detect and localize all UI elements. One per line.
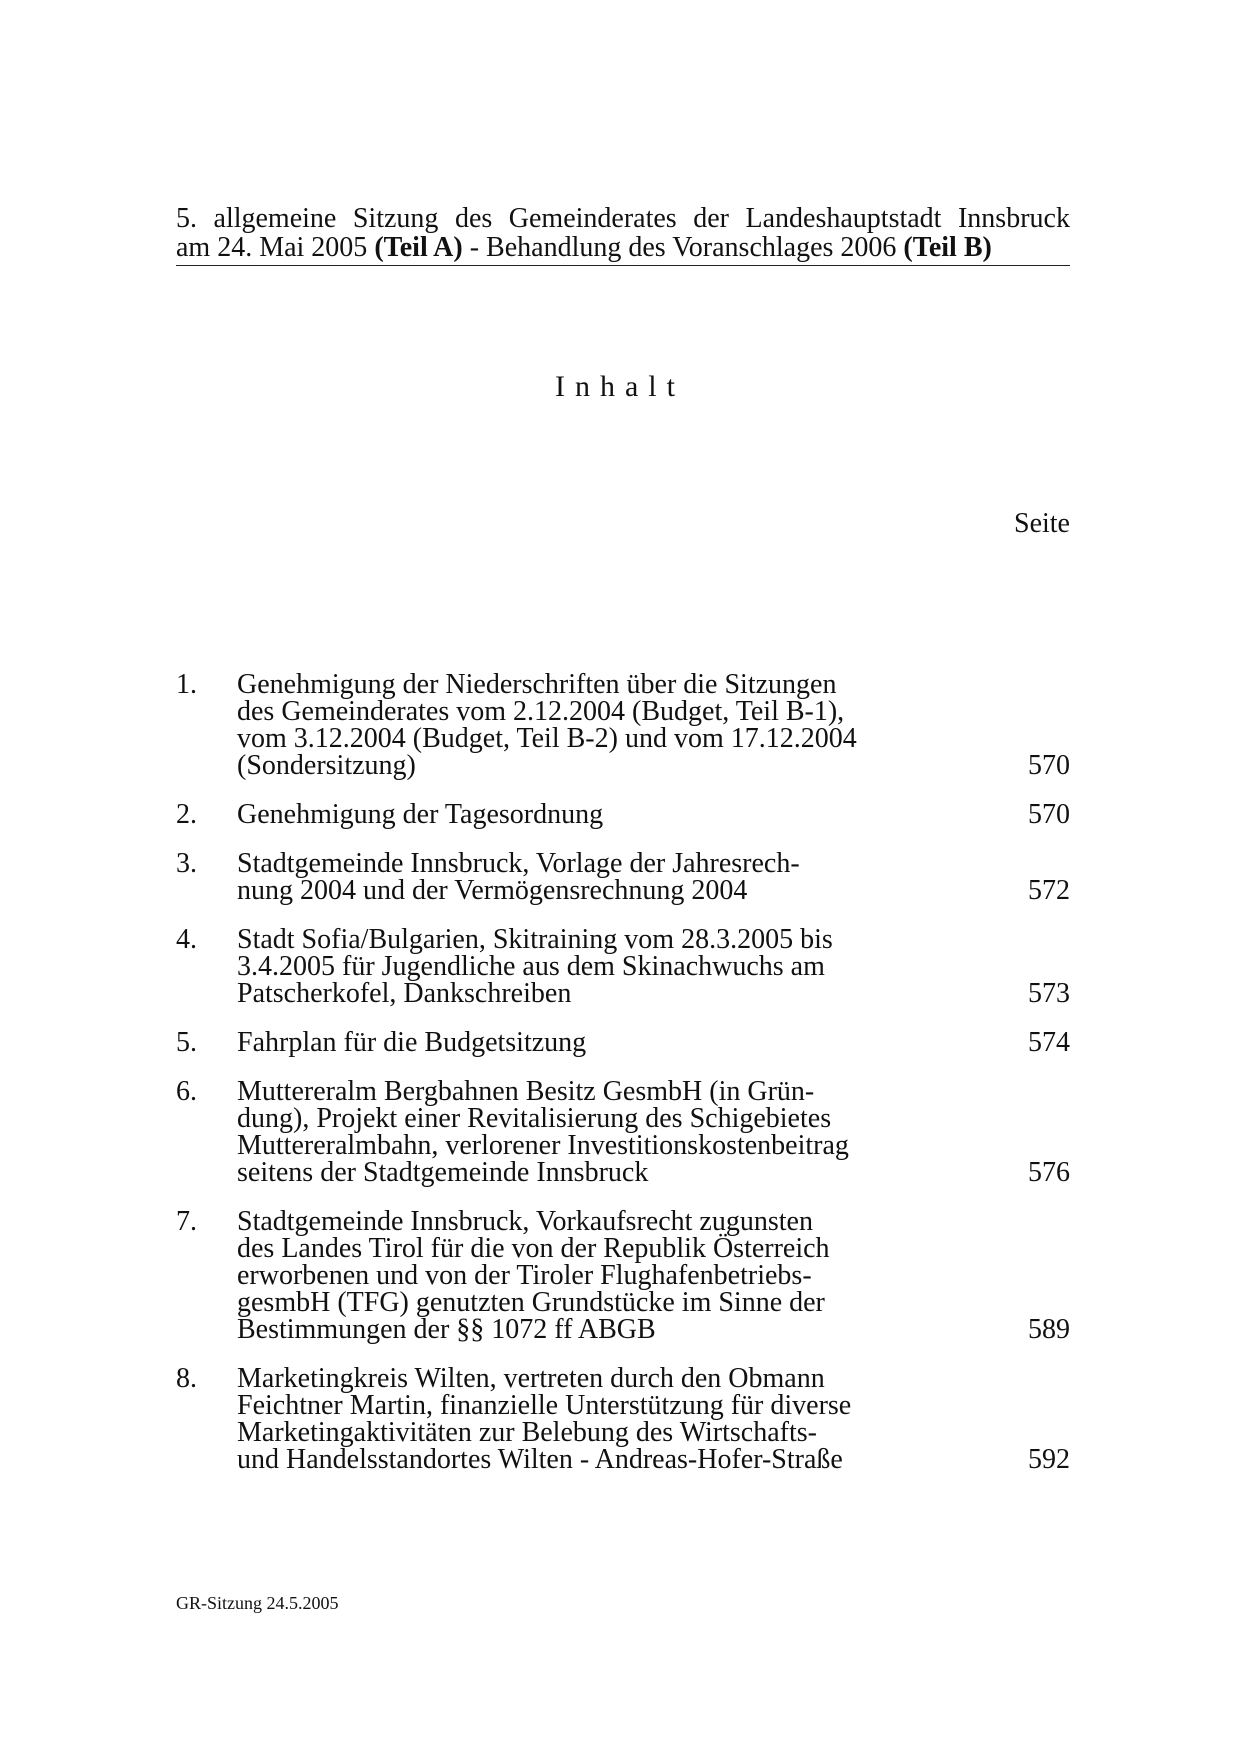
toc-entry-line: Feichtner Martin, finanzielle Unterstützung für diverse xyxy=(237,1390,852,1421)
header-word: Gemeinderates xyxy=(508,203,677,234)
toc-entry xyxy=(176,1208,1070,1343)
toc-entry-line: erworbenen und von der Tiroler Flughafenbetriebs- xyxy=(237,1260,812,1291)
toc-entry-line: Fahrplan für die Budgetsitzung xyxy=(237,1027,587,1058)
header-line-1 xyxy=(176,204,1070,233)
toc-entry-title xyxy=(237,1078,990,1186)
header-part-a: (Teil A) xyxy=(374,232,463,263)
toc-entry xyxy=(176,1029,1070,1056)
toc-entry-page-number: 570 xyxy=(1028,799,1070,830)
toc-entry-line: Muttereralm Bergbahnen Besitz GesmbH (in Grün- xyxy=(237,1076,815,1107)
header-word: Sitzung xyxy=(352,203,439,234)
document-header xyxy=(176,204,1070,266)
toc-entry xyxy=(176,926,1070,1007)
toc-entry-page-number: 574 xyxy=(1028,1027,1070,1058)
toc-entry-line: Stadtgemeinde Innsbruck, Vorkaufsrecht zugunsten xyxy=(237,1206,813,1237)
toc-entry-number: 5. xyxy=(176,1027,197,1058)
toc-entry-title xyxy=(237,850,990,904)
header-word: 5. xyxy=(176,203,197,234)
toc-entry-number: 2. xyxy=(176,799,197,830)
toc-entry-line: gesmbH (TFG) genutzten Grundstücke im Sinne der xyxy=(237,1287,825,1318)
header-date-text: am 24. Mai 2005 xyxy=(176,232,375,263)
toc-entry-title xyxy=(237,1208,990,1343)
toc-entry-number: 4. xyxy=(176,924,197,955)
toc-entry-number: 8. xyxy=(176,1363,197,1394)
toc-entry-line: Marketingaktivitäten zur Belebung des Wirtschafts- xyxy=(237,1417,817,1448)
toc-entry-page-number: 572 xyxy=(1028,875,1070,906)
toc-entry-line: dung), Projekt einer Revitalisierung des Schigebietes xyxy=(237,1103,832,1134)
header-word: des xyxy=(454,203,493,234)
toc-entry-page-number: 592 xyxy=(1028,1444,1070,1475)
toc-entry-line: (Sondersitzung) xyxy=(237,750,416,781)
toc-entry-number: 1. xyxy=(176,669,197,700)
toc-entry xyxy=(176,671,1070,779)
toc-entry-line: Bestimmungen der §§ 1072 ff ABGB xyxy=(237,1314,656,1345)
page-footer: GR-Sitzung 24.5.2005 xyxy=(176,1593,339,1613)
header-word: allgemeine xyxy=(213,203,337,234)
toc-entry-line: des Gemeinderates vom 2.12.2004 (Budget, Teil B-1), xyxy=(237,696,845,727)
toc-entry-line: Stadt Sofia/Bulgarien, Skitraining vom 28.3.2005 bis xyxy=(237,924,833,955)
toc-entry-number: 3. xyxy=(176,848,197,879)
header-budget-text: - Behandlung des Voranschlages 2006 xyxy=(462,232,904,263)
toc-entry-line: nung 2004 und der Vermögensrechnung 2004 xyxy=(237,875,748,906)
toc-entry-line: des Landes Tirol für die von der Republik Österreich xyxy=(237,1233,830,1264)
toc-entry-title xyxy=(237,926,990,1007)
page-title: Inhalt xyxy=(555,370,685,403)
table-of-contents xyxy=(176,671,1070,1473)
toc-entry xyxy=(176,1365,1070,1473)
header-line-2 xyxy=(176,233,1070,262)
toc-entry-line: 3.4.2005 für Jugendliche aus dem Skinachwuchs am xyxy=(237,951,825,982)
toc-entry xyxy=(176,850,1070,904)
toc-entry-line: seitens der Stadtgemeinde Innsbruck xyxy=(237,1157,649,1188)
toc-entry-line: Stadtgemeinde Innsbruck, Vorlage der Jahresrech- xyxy=(237,848,800,879)
toc-entry-number: 6. xyxy=(176,1076,197,1107)
toc-entry-line: Genehmigung der Niederschriften über die Sitzungen xyxy=(237,669,837,700)
header-word: Innsbruck xyxy=(957,203,1070,234)
toc-entry-page-number: 576 xyxy=(1028,1157,1070,1188)
header-word: der xyxy=(693,203,729,234)
toc-entry-title xyxy=(237,1365,990,1473)
toc-entry-page-number: 589 xyxy=(1028,1314,1070,1345)
toc-entry-line: Muttereralmbahn, verlorener Investitionskostenbeitrag xyxy=(237,1130,849,1161)
toc-entry-page-number: 573 xyxy=(1028,978,1070,1009)
header-part-b: (Teil B) xyxy=(903,232,992,263)
toc-entry-title xyxy=(237,671,990,779)
toc-entry-number: 7. xyxy=(176,1206,197,1237)
toc-entry-title xyxy=(237,801,990,828)
toc-entry xyxy=(176,1078,1070,1186)
toc-entry-line: und Handelsstandortes Wilten - Andreas-Hofer-Straße xyxy=(237,1444,843,1475)
toc-entry-line: Genehmigung der Tagesordnung xyxy=(237,799,604,830)
page-column-label: Seite xyxy=(1014,508,1070,539)
toc-entry-title xyxy=(237,1029,990,1056)
toc-entry-page-number: 570 xyxy=(1028,750,1070,781)
toc-entry-line: vom 3.12.2004 (Budget, Teil B-2) und vom 17.12.2004 xyxy=(237,723,857,754)
toc-entry-line: Patscherkofel, Dankschreiben xyxy=(237,978,572,1009)
toc-entry xyxy=(176,801,1070,828)
toc-entry-line: Marketingkreis Wilten, vertreten durch den Obmann xyxy=(237,1363,825,1394)
header-word: Landeshauptstadt xyxy=(745,203,942,234)
